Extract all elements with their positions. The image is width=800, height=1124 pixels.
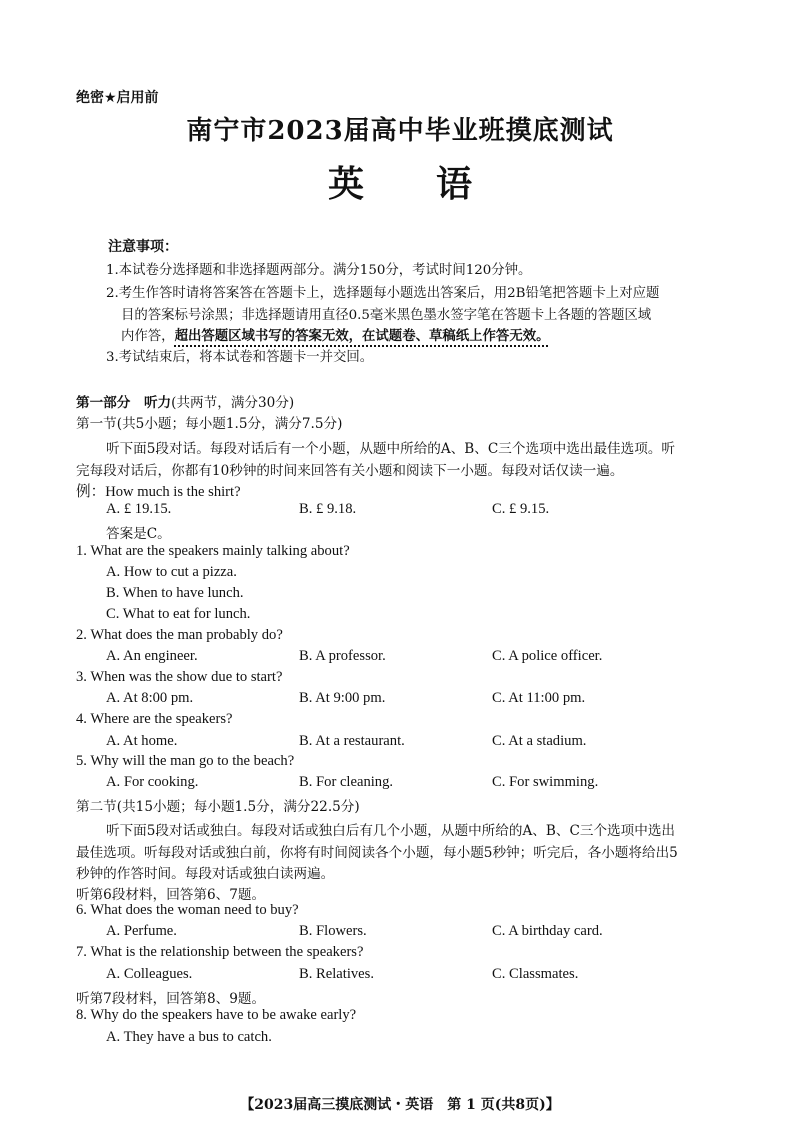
question-4-option-b: B. At a restaurant. xyxy=(299,733,405,749)
question-4-option-a: A. At home. xyxy=(106,733,178,749)
section-2-instructions-line-1: 听下面5段对话或独白。每段对话或独白后有几个小题，从题中所给的A、B、C三个选项中选出 xyxy=(106,823,676,839)
part-1-title-rest: (共两节，满分30分) xyxy=(171,395,295,411)
question-5-option-b: B. For cleaning. xyxy=(299,774,394,790)
section-1-instructions-line-2: 完每段对话后，你都有10秒钟的时间来回答有关小题和阅读下一小题。每段对话仅读一遍。 xyxy=(76,463,624,479)
question-3-option-a: A. At 8:00 pm. xyxy=(106,690,194,706)
exam-title: 南宁市2023届高中毕业班摸底测试 xyxy=(186,116,614,146)
question-1: 1. What are the speakers mainly talking about? xyxy=(76,543,350,559)
question-7-option-b: B. Relatives. xyxy=(299,966,374,982)
question-1-option-c: C. What to eat for lunch. xyxy=(106,606,251,622)
notice-heading: 注意事项： xyxy=(108,239,178,255)
question-1-option-b: B. When to have lunch. xyxy=(106,585,244,601)
question-3-option-b: B. At 9:00 pm. xyxy=(299,690,386,706)
notice-item-2-line-2: 目的答案标号涂黑；非选择题请用直径0.5毫米黑色墨水签字笔在答题卡上各题的答题区域 xyxy=(121,308,652,323)
section-2-instructions-line-2: 最佳选项。听每段对话或独白前，你将有时间阅读各个小题，每小题5秒钟；听完后，各小题将给出5 xyxy=(76,845,678,861)
section-1-instructions-line-1: 听下面5段对话。每段对话后有一个小题，从题中所给的A、B、C三个选项中选出最佳选项。听 xyxy=(106,441,676,457)
section-2-instructions-line-3: 秒钟的作答时间。每段对话或独白读两遍。 xyxy=(76,866,335,882)
question-3: 3. When was the show due to start? xyxy=(76,669,283,685)
question-6-option-c: C. A birthday card. xyxy=(492,923,603,939)
example-option-b: B. £ 9.18. xyxy=(299,501,357,517)
question-2-option-b: B. A professor. xyxy=(299,648,386,664)
notice-item-2-line-3 xyxy=(121,325,550,344)
notice-item-2-line-1: 2.考生作答时请将答案答在答题卡上，选择题每小题选出答案后，用2B铅笔把答题卡上对应题 xyxy=(106,286,660,301)
question-7-option-c: C. Classmates. xyxy=(492,966,579,982)
footer-left: 【2023届高三摸底测试・ xyxy=(240,1097,406,1113)
question-7-option-a: A. Colleagues. xyxy=(106,966,193,982)
notice-item-3: 3.考试结束后，将本试卷和答题卡一并交回。 xyxy=(106,350,374,365)
subject-title xyxy=(0,156,800,207)
page-footer xyxy=(0,1094,800,1114)
example-answer: 答案是C。 xyxy=(106,526,171,542)
part-1-title xyxy=(76,391,294,411)
subject-char-1: 英 xyxy=(327,163,364,205)
subject-char-2: 语 xyxy=(436,163,473,205)
example-question: 例：How much is the shirt? xyxy=(76,484,241,500)
question-5-option-a: A. For cooking. xyxy=(106,774,199,790)
question-2-option-a: A. An engineer. xyxy=(106,648,198,664)
question-6: 6. What does the woman need to buy? xyxy=(76,902,299,918)
question-2-option-c: C. A police officer. xyxy=(492,648,603,664)
notice-item-1: 1.本试卷分选择题和非选择题两部分。满分150分，考试时间120分钟。 xyxy=(106,263,532,278)
question-6-option-a: A. Perfume. xyxy=(106,923,177,939)
material-6-heading: 听第6段材料，回答第6、7题。 xyxy=(76,887,266,903)
example-option-c: C. £ 9.15. xyxy=(492,501,550,517)
question-8-option-a: A. They have a bus to catch. xyxy=(106,1029,272,1045)
example-option-a: A. £ 19.15. xyxy=(106,501,172,517)
section-1-title: 第一节(共5小题；每小题1.5分，满分7.5分) xyxy=(76,416,343,432)
question-4-option-c: C. At a stadium. xyxy=(492,733,587,749)
footer-subject: 英语 xyxy=(405,1097,434,1113)
footer-page-info: 第 1 页(共8页)】 xyxy=(433,1097,560,1113)
question-1-option-a: A. How to cut a pizza. xyxy=(106,564,237,580)
question-5-option-c: C. For swimming. xyxy=(492,774,599,790)
notice-emphasis-text: 超出答题区域书写的答案无效，在试题卷、草稿纸上作答无效。 xyxy=(174,329,550,344)
question-4: 4. Where are the speakers? xyxy=(76,711,233,727)
section-2-title: 第二节(共15小题；每小题1.5分，满分22.5分) xyxy=(76,799,360,815)
material-7-heading: 听第7段材料，回答第8、9题。 xyxy=(76,991,266,1007)
question-7: 7. What is the relationship between the speakers? xyxy=(76,944,364,960)
question-6-option-b: B. Flowers. xyxy=(299,923,367,939)
question-2: 2. What does the man probably do? xyxy=(76,627,283,643)
question-3-option-c: C. At 11:00 pm. xyxy=(492,690,586,706)
notice-plain-text: 内作答， xyxy=(121,329,175,344)
part-1-title-bold: 第一部分 听力 xyxy=(76,395,172,411)
confidential-mark: 绝密★启用前 xyxy=(76,90,159,106)
question-8: 8. Why do the speakers have to be awake early? xyxy=(76,1007,357,1023)
question-5: 5. Why will the man go to the beach? xyxy=(76,753,295,769)
